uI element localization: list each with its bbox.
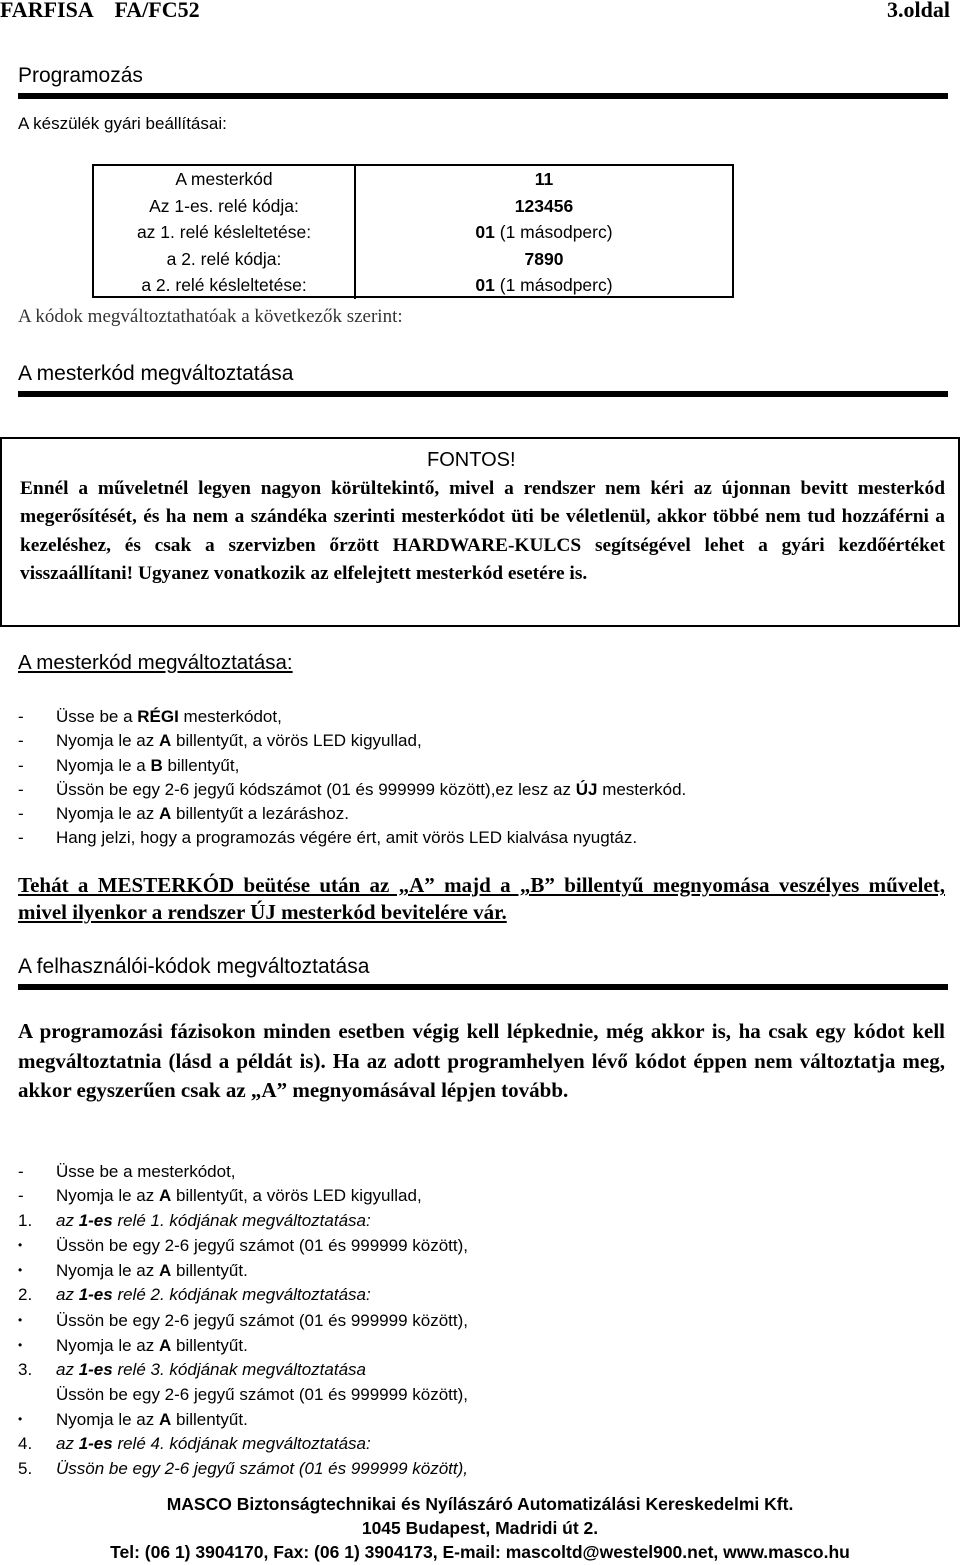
list-item: - Nyomja le az A billentyűt, a vörös LED kigyullad, — [18, 731, 422, 751]
factory-row-value: 01 (1 másodperc) — [354, 272, 732, 299]
factory-row-label: a 2. relé késleltetése: — [141, 275, 307, 295]
list-item: - Üssön be egy 2-6 jegyű kódszámot (01 és 999999 között),ez lesz az ÚJ mesterkód. — [18, 779, 687, 799]
section-title-master-code: A mesterkód megváltoztatása — [18, 362, 294, 385]
factory-row-label: az 1. relé késleltetése: — [136, 222, 312, 242]
list-item: • Üssön be egy 2-6 jegyű számot (01 és 999999 között), — [18, 1308, 468, 1333]
list-marker: 1. — [18, 1210, 33, 1230]
footer-contact: Tel: (06 1) 3904170, Fax: (06 1) 3904173, E-mail: mascoltd@westel900.net, www.masco.hu — [110, 1542, 850, 1562]
user-code-steps — [18, 1160, 468, 1481]
page-header — [0, 0, 960, 24]
list-item: 4. az 1-es relé 4. kódjának megváltoztatása: — [18, 1432, 468, 1456]
section-rule — [18, 93, 948, 99]
list-item: - Üsse be a mesterkódot, — [18, 1160, 468, 1184]
bullet-icon: • — [18, 1312, 23, 1327]
list-marker: 3. — [18, 1360, 33, 1380]
bullet-icon: • — [18, 1237, 23, 1252]
list-marker: 2. — [18, 1285, 33, 1305]
list-marker: - — [18, 1162, 24, 1181]
warning-box — [0, 437, 960, 627]
section-rule — [18, 391, 948, 397]
list-item: • Nyomja le az A billentyűt. — [18, 1258, 468, 1283]
list-item: - Nyomja le az A billentyűt, a vörös LED kigyullad, — [18, 1184, 468, 1208]
factory-row — [94, 246, 732, 273]
footer-address: 1045 Budapest, Madridi út 2. — [361, 1518, 599, 1538]
header-page-number: 3.oldal — [887, 0, 950, 22]
factory-row-label: A mesterkód — [175, 169, 273, 189]
factory-settings-intro: A készülék gyári beállításai: — [18, 114, 227, 133]
list-marker: 5. — [18, 1458, 33, 1478]
factory-settings-table — [92, 164, 734, 298]
header-document-id: FARFISA FA/FC52 — [0, 0, 200, 22]
list-item: 1. az 1-es relé 1. kódjának megváltoztatása: — [18, 1209, 468, 1233]
warning-text: Ennél a műveletnél legyen nagyon körültekintő, mivel a rendszer nem kéri az újonnan bevitt mesterkód megerősítését, és ha nem a szándéka szerinti mesterkódot üti be véletlenül, akkor többé nem tud hozzáférni a kezeléshez, és csak a szervizben őrzött HARDWARE-KULCS segítségével lehet a gyári kezdőértéket visszaállítani! Ugyanez vonatkozik az elfelejtett mesterkód esetére is. — [20, 478, 945, 584]
factory-row-value: 11 — [354, 166, 732, 193]
footer-company: MASCO Biztonságtechnikai és Nyílászáró Automatizálási Kereskedelmi Kft. — [166, 1494, 794, 1514]
list-item: - Nyomja le az A billentyűt a lezáráshoz. — [18, 804, 349, 824]
list-item: - Hang jelzi, hogy a programozás végére ért, amit vörös LED kialvása nyugtáz. — [18, 828, 638, 848]
bullet-icon: • — [18, 1338, 23, 1353]
factory-row-value: 7890 — [354, 246, 732, 273]
factory-row-value: 123456 — [354, 193, 732, 220]
factory-row-value: 01 (1 másodperc) — [354, 219, 732, 246]
list-item: - Nyomja le a B billentyűt, — [18, 755, 240, 775]
section-title-user-codes: A felhasználói-kódok megváltoztatása — [18, 955, 370, 978]
factory-row — [94, 219, 732, 246]
bullet-icon: • — [18, 1411, 23, 1426]
warning-title: FONTOS! — [427, 449, 516, 471]
user-codes-paragraph: A programozási fázisokon minden esetben végig kell lépkednie, még akkor is, ha csak egy kódot kell megváltoztatnia (lásd a példát is). Ha az adott programhelyen lévő kódot éppen nem változtatja meg, akkor egyszerűen csak az „A” megnyomásával lépjen tovább. — [18, 1019, 945, 1102]
factory-row-label: a 2. relé kódja: — [166, 248, 282, 269]
dangerous-operation-note: Tehát a MESTERKÓD beütése után az „A” majd a „B” billentyű megnyomása veszélyes művelet, mivel ilyenkor a rendszer ÚJ mesterkód bevitelére vár. — [18, 873, 945, 924]
list-item: • Nyomja le az A billentyűt. — [18, 1333, 468, 1358]
list-item: 3. az 1-es relé 3. kódjának megváltoztatása — [18, 1358, 468, 1382]
bullet-icon: • — [18, 1263, 23, 1278]
list-item: Üssön be egy 2-6 jegyű számot (01 és 999999 között), — [56, 1384, 469, 1404]
master-code-steps — [18, 705, 686, 851]
factory-row — [94, 166, 732, 193]
codes-changeable-note: A kódok megváltoztathatóak a következők szerint: — [18, 306, 403, 327]
list-item: • Nyomja le az A billentyűt. — [18, 1407, 468, 1432]
list-item: 2. az 1-es relé 2. kódjának megváltoztatása: — [18, 1283, 468, 1307]
section-title-programming: Programozás — [18, 64, 143, 87]
list-item: - Üsse be a RÉGI mesterkódot, — [18, 707, 282, 726]
list-marker: 4. — [18, 1434, 33, 1454]
factory-row — [94, 272, 732, 299]
list-marker: - — [18, 1186, 24, 1206]
factory-row — [94, 193, 732, 220]
list-item: 5. Üssön be egy 2-6 jegyű számot (01 és 999999 között), — [18, 1457, 468, 1481]
factory-row-label: Az 1-es. relé kódja: — [149, 195, 299, 216]
master-code-change-subtitle: A mesterkód megváltoztatása: — [18, 651, 293, 674]
list-item: • Üssön be egy 2-6 jegyű számot (01 és 999999 között), — [18, 1233, 468, 1258]
section-rule — [18, 984, 948, 990]
